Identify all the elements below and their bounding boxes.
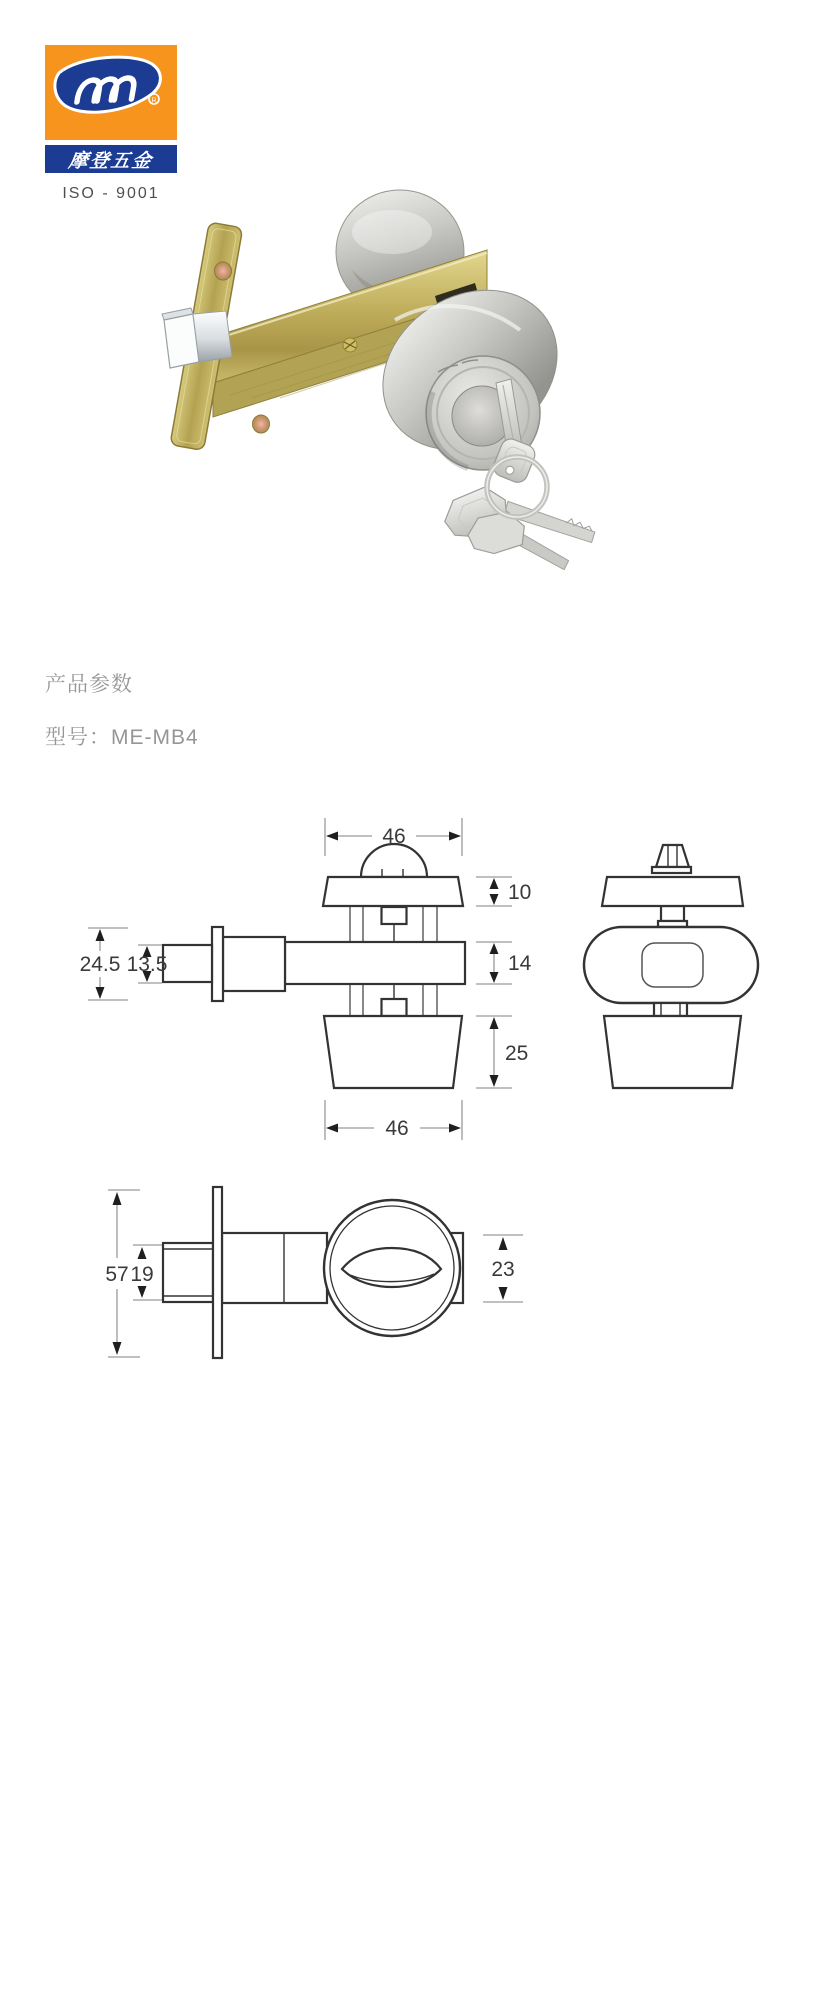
svg-text:14: 14 xyxy=(508,952,532,975)
model-label: 型号： xyxy=(45,726,111,749)
front-cylinder-housing xyxy=(324,1016,462,1088)
dim-knob-height xyxy=(476,877,531,906)
front-thumbturn-dome xyxy=(361,844,427,877)
front-latch-hub xyxy=(223,937,285,991)
svg-text:46: 46 xyxy=(382,825,406,848)
photo-deadbolt xyxy=(162,308,232,368)
drawing-top-view xyxy=(105,1187,523,1358)
dim-plate-length xyxy=(80,928,128,1000)
svg-text:23: 23 xyxy=(491,1258,515,1281)
dim-cylinder-height xyxy=(476,1016,528,1088)
dim-bolt-height xyxy=(127,945,168,983)
side-thumbturn xyxy=(652,845,691,873)
svg-text:57: 57 xyxy=(105,1263,129,1286)
front-interior-rose xyxy=(323,877,463,906)
top-latch-body xyxy=(222,1233,327,1303)
svg-text:46: 46 xyxy=(385,1117,409,1140)
front-latch-body xyxy=(285,942,465,984)
svg-text:R: R xyxy=(151,97,157,105)
dim-cylinder-depth xyxy=(483,1235,523,1302)
side-interior-rose xyxy=(602,877,743,906)
top-bolt xyxy=(163,1243,213,1302)
top-faceplate xyxy=(213,1187,222,1358)
technical-drawings xyxy=(0,790,840,1410)
iso-certification-label: ISO - 9001 xyxy=(62,185,160,202)
brand-name-text: 摩登五金 xyxy=(67,150,155,172)
dim-bolt-width xyxy=(130,1245,162,1300)
front-faceplate xyxy=(212,927,223,1001)
dim-bottom-width xyxy=(325,1100,462,1140)
logo-mark xyxy=(45,45,177,140)
svg-text:10: 10 xyxy=(508,881,532,904)
side-spindle-hole xyxy=(642,943,703,987)
model-value: ME-MB4 xyxy=(111,726,199,749)
product-photo xyxy=(100,150,600,570)
drawing-front-view xyxy=(80,818,532,1140)
drawing-side-view xyxy=(584,845,758,1088)
front-bolt xyxy=(163,945,212,982)
svg-text:19: 19 xyxy=(130,1263,154,1286)
svg-text:25: 25 xyxy=(505,1042,529,1065)
svg-text:13.5: 13.5 xyxy=(126,953,168,976)
latch-screw xyxy=(343,338,357,352)
svg-text:24.5: 24.5 xyxy=(79,953,121,976)
dim-body-height xyxy=(476,942,532,984)
model-line xyxy=(45,721,199,751)
faceplate-screw-hole-bottom xyxy=(253,415,270,433)
side-cylinder-housing xyxy=(604,1016,741,1088)
faceplate-screw-hole-top xyxy=(215,262,232,280)
section-title: 产品参数 xyxy=(45,673,133,696)
